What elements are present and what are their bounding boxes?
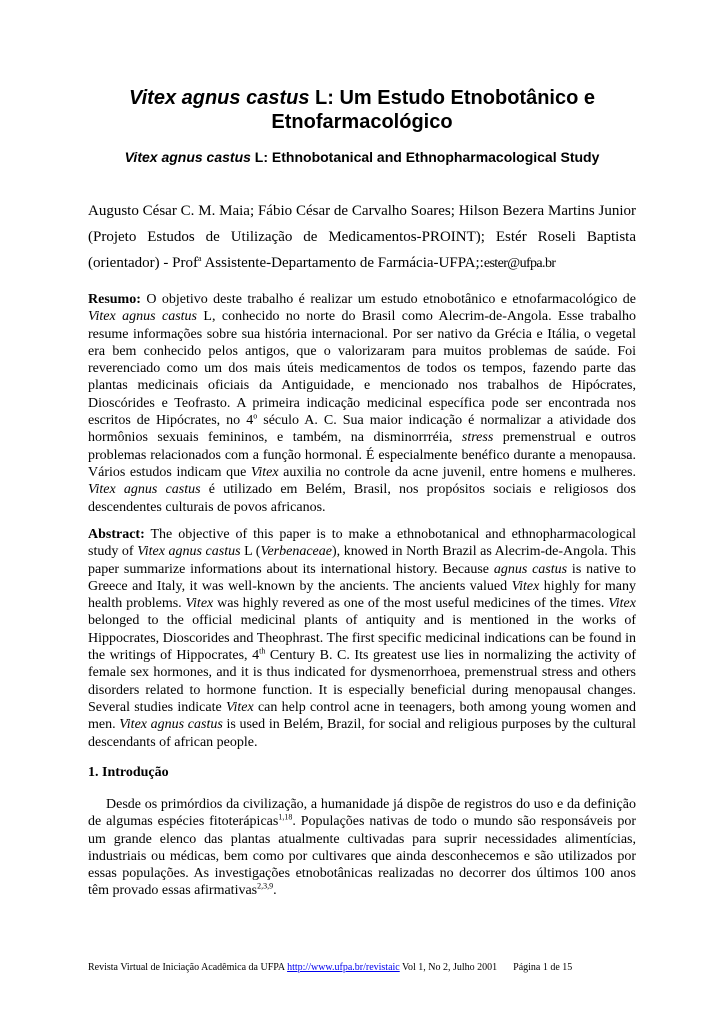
- abstract-italic: Vitex agnus castus: [119, 717, 223, 733]
- resumo-italic: Vitex agnus castus: [88, 482, 201, 498]
- abstract-text: highly for many health problems.: [88, 578, 636, 612]
- resumo-text: O objetivo deste trabalho é realizar um estudo etnobotânico e etnofarmacológico de: [140, 292, 636, 307]
- resumo-italic: Vitex: [250, 464, 279, 480]
- author-line-3: [88, 250, 636, 277]
- abstract-italic: Verbenaceae: [260, 544, 332, 560]
- paper-title: [60, 86, 664, 134]
- abstract-text: is native to Greece and Italy, it was well-known by the ancients. The ancients valued: [88, 561, 637, 594]
- abstract-italic: agnus castus: [493, 561, 568, 577]
- intro-text: . Populações nativas de todo o mundo são responsáveis por um grande elenco das plantas atualmente cultivadas para suprir necessidades alimentícias, industriais ou médicas, bem como por cultivares que ainda desconhecemos e são utilizados por essas populações. As investigações etnobotânicas realizadas no decorrer dos últimos 100 anos têm provado essas afirmativas: [88, 814, 636, 899]
- footer-issue: Vol 1, No 2, Julho 2001: [399, 962, 498, 973]
- resumo-text: premenstrual e outros problemas relacionados com a função hormonal. É especialmente benéfico durante a menopausa. Vários estudos indicam que: [88, 430, 637, 480]
- abstract-italic: Vitex: [225, 699, 254, 715]
- author-line-2: (Projeto Estudos de Utilização de Medicamentos-PROINT); Estér Roseli Baptista: [88, 229, 636, 245]
- section-heading-introducao: 1. Introdução: [88, 765, 169, 780]
- intro-citation: 2,3,9: [257, 881, 274, 891]
- abstract-paragraph: [88, 526, 636, 751]
- abstract-text: Century B. C. Its greatest use lies in normalizing the activity of female sex hormones, and it is thus indicated for dysmenorrhoea, premenstrual stress and others disorders related to hormone function. It is especially beneficial during menopausal changes. Several studies indicate: [88, 648, 636, 715]
- author-email: ester@ufpa.br: [483, 256, 556, 271]
- author-line-3-a: (orientador) - Prof: [88, 255, 198, 271]
- abstract-text: can help control acne in teenagers, both among young women and men.: [88, 699, 636, 733]
- subtitle-rest: L: Ethnobotanical and Ethnopharmacological Study: [250, 149, 600, 165]
- abstract-italic: Vitex: [185, 596, 214, 612]
- abstract-italic: Vitex agnus castus: [137, 544, 241, 560]
- author-line-3-sup: a: [197, 254, 202, 263]
- intro-paragraph: [88, 796, 636, 900]
- resumo-label: Resumo:: [88, 292, 141, 307]
- abstract-superscript: th: [259, 646, 266, 656]
- author-line-1: Augusto César C. M. Maia; Fábio César de Carvalho Soares; Hilson Bezera Martins Junior: [88, 203, 636, 219]
- resumo-italic: stress: [461, 430, 494, 446]
- intro-text: .: [273, 883, 277, 899]
- footer-journal: Revista Virtual de Iniciação Acadêmica da UFPA: [88, 962, 288, 973]
- paper-subtitle: [60, 148, 664, 166]
- resumo-italic: Vitex agnus castus: [88, 309, 198, 325]
- abstract-text: ), knowed in North Brazil as Alecrim-de-Angola. This paper summarize informations about its international history. Because: [88, 544, 637, 577]
- abstract-text: was highly revered as one of the most useful medicines of the times.: [213, 596, 609, 612]
- abstract-italic: Vitex: [511, 578, 540, 594]
- resumo-paragraph: [88, 291, 636, 516]
- abstract-italic: Vitex: [608, 596, 636, 612]
- resumo-text: auxilia no controle da acne juvenil, entre homens e mulheres.: [278, 464, 636, 480]
- abstract-text: belonged to the official medicinal plants of antiquity and is mentioned in the works of Hippocrates, Dioscorides and Theophrast. The first specific medicinal indications can be found in the writings of Hippocrates, 4: [88, 613, 636, 664]
- intro-citation: 1,18: [278, 812, 293, 822]
- resumo-superscript: o: [253, 411, 258, 421]
- resumo-text: é utilizado em Belém, Brasil, nos propósitos sociais e religiosos dos descendentes culturais de povos africanos.: [88, 482, 636, 515]
- title-line2: Etnofarmacológico: [271, 111, 453, 133]
- intro-text: Desde os primórdios da civilização, a humanidade já dispõe de registros do uso e da definição de algumas espécies fitoterápicas: [88, 797, 636, 830]
- subtitle-species-name: Vitex agnus castus: [124, 149, 251, 165]
- abstract-label: Abstract:: [88, 527, 145, 542]
- resumo-text: século A. C. Sua maior indicação é normalizar a atividade dos hormônios sexuais femininos, e também, na disminorrréia,: [88, 413, 637, 446]
- abstract-text: The objective of this paper is to make a ethnobotanical and ethnopharmacological study of: [88, 527, 636, 560]
- abstract-text: L (: [240, 544, 261, 560]
- resumo-text: L, conhecido no norte do Brasil como Alecrim-de-Angola. Esse trabalho resume informações sobre sua história internacional. Por ser nativo da Grécia e Itália, o vegetal era bem conhecido pelos antigos, que o valorizaram para muitos problemas de saúde. Foi reverenciado como um dos mais úteis medicamentos de todos os tempos, fazendo parte das plantas medicinais oficiais da Antiguidade, e mencionado nos trabalhos de Hipócrates, Dioscórides e Teofrasto. A primeira indicação medicinal específica pode ser encontrada nos escritos de Hipócrates, no 4: [88, 309, 636, 429]
- title-line1-rest: L: Um Estudo Etnobotânico e: [309, 87, 595, 109]
- title-species-name: Vitex agnus castus: [129, 87, 310, 109]
- footer-page-number: Página 1 de 15: [513, 962, 573, 973]
- footer-url-link[interactable]: http://www.ufpa.br/revistaic: [287, 962, 400, 973]
- abstract-text: is used in Belém, Brazil, for social and religious purposes by the cultural descendants of african people.: [88, 717, 636, 750]
- author-line-3-b: Assistente-Departamento de Farmácia-UFPA;:: [201, 255, 484, 271]
- author-block: [88, 198, 636, 277]
- page-footer: [88, 961, 636, 974]
